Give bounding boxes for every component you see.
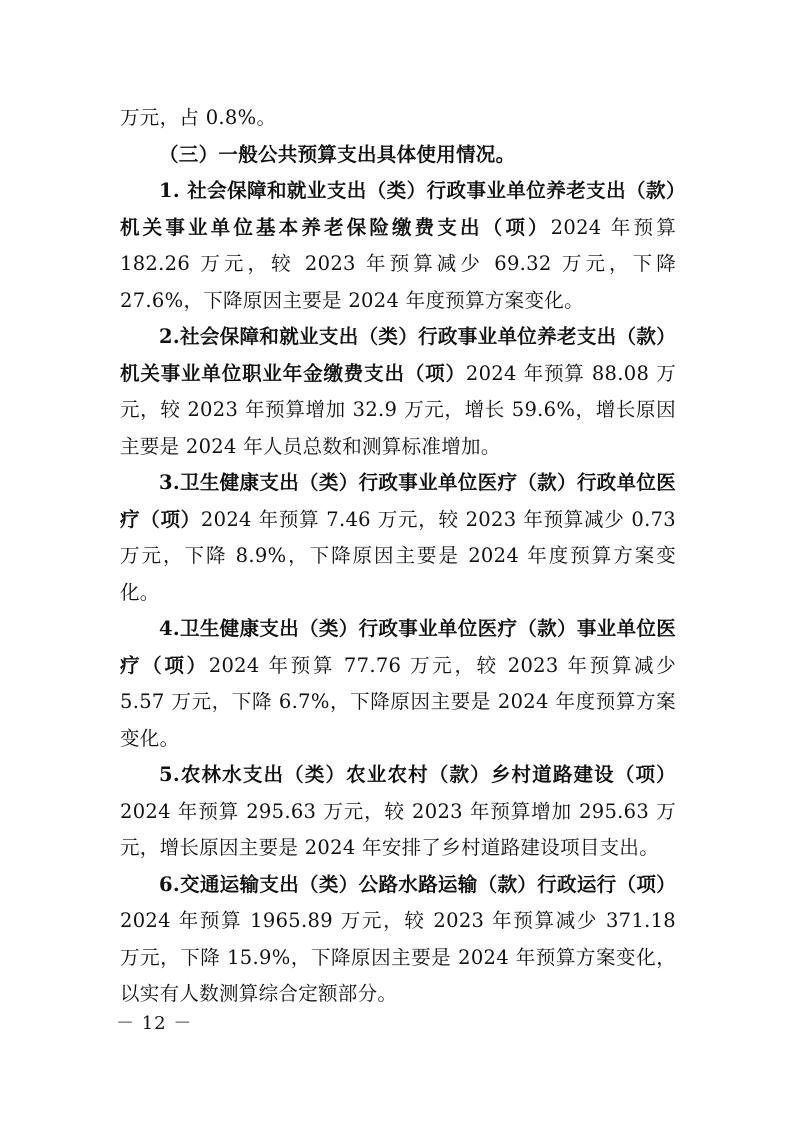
item-title: 4.卫生健康支出（类）行政事业单位医疗（款）事业单位医疗（项） bbox=[120, 617, 676, 677]
intro-text: 万元，占 0.8%。 bbox=[120, 106, 277, 129]
item-paragraph bbox=[120, 465, 676, 611]
item-paragraph bbox=[120, 319, 676, 465]
page-number: － 12 － bbox=[116, 1013, 193, 1034]
item-title: 1. 社会保障和就业支出（类）行政事业单位养老支出（款）机关事业单位基本养老保险缴费支出（项） bbox=[120, 179, 676, 239]
item-title: 5.农林水支出（类）农业农村（款）乡村道路建设（项） bbox=[159, 763, 676, 786]
item-paragraph bbox=[120, 867, 676, 1013]
intro-paragraph bbox=[120, 100, 676, 137]
item-paragraph bbox=[120, 611, 676, 757]
page-content bbox=[120, 100, 676, 1013]
item-title: 3.卫生健康支出（类）行政事业单位医疗（款）行政单位医疗（项） bbox=[120, 471, 676, 531]
item-body: 2024 年预算 295.63 万元，较 2023 年预算增加 295.63 万元，增长原因主要是 2024 年安排了乡村道路建设项目支出。 bbox=[120, 799, 676, 859]
item-paragraph bbox=[120, 757, 676, 867]
item-body: 2024 年预算 7.46 万元，较 2023 年预算减少 0.73 万元，下降 8.9%，下降原因主要是 2024 年度预算方案变化。 bbox=[120, 507, 677, 604]
item-body: 2024 年预算 1965.89 万元，较 2023 年预算减少 371.18 万元，下降 15.9%，下降原因主要是 2024 年预算方案变化，以实有人数测算综合定额部分。 bbox=[120, 909, 676, 1005]
item-paragraph bbox=[120, 173, 676, 319]
item-title: 2.社会保障和就业支出（类）行政事业单位养老支出（款）机关事业单位职业年金缴费支出（项） bbox=[120, 325, 676, 385]
item-title: 6.交通运输支出（类）公路水路运输（款）行政运行（项） bbox=[159, 872, 676, 896]
item-body: 2024 年预算 88.08 万元，较 2023 年预算增加 32.9 万元，增长 59.6%，增长原因主要是 2024 年人员总数和测算标准增加。 bbox=[120, 361, 676, 458]
item-body: 2024 年预算 182.26 万元，较 2023 年预算减少 69.32 万元，下降 27.6%，下降原因主要是 2024 年度预算方案变化。 bbox=[120, 215, 676, 312]
section-heading-text: （三）一般公共预算支出具体使用情况。 bbox=[159, 142, 516, 166]
item-body: 2024 年预算 77.76 万元，较 2023 年预算减少 5.57 万元，下降 6.7%，下降原因主要是 2024 年度预算方案变化。 bbox=[120, 653, 676, 750]
section-heading bbox=[120, 137, 676, 174]
